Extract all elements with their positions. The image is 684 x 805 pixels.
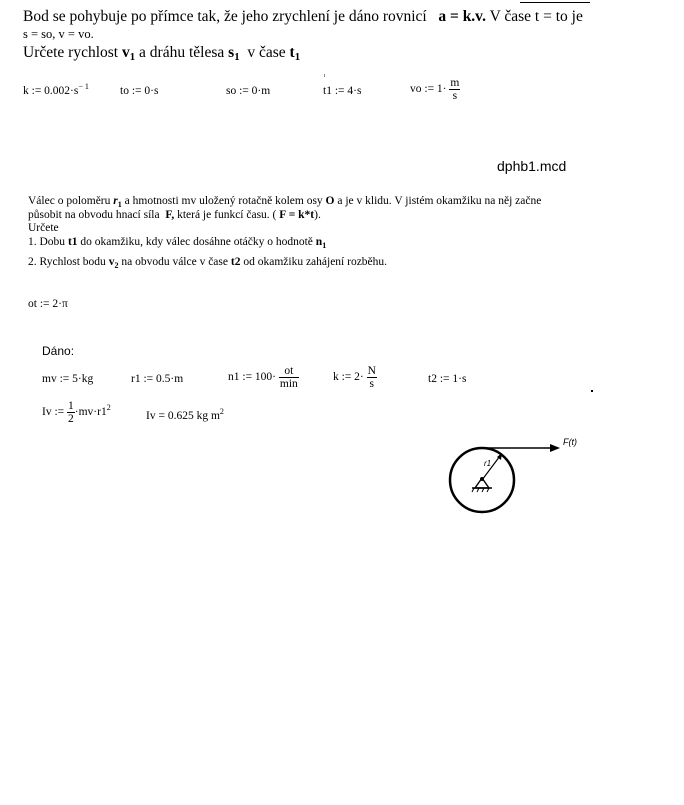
problem1-line1: Bod se pohybuje po přímce tak, že jeho zrychlení je dáno rovnicí a = k.v. V čase t = to je [23,8,583,25]
stray-mark [324,74,325,77]
problem1-vo-def: vo := 1· $\frac{m}{s}$ [410,77,460,103]
problem1-task: Určete rychlost $v_1$ a dráhu tělesa $s_1$ v čase $t_1$ [23,44,301,63]
problem2-ot-def: ot := 2·π [28,298,68,310]
problem2-determine: Určete [28,222,59,234]
problem2-t2-def: t2 := 1·s [428,373,467,385]
problem2-mv-def: mv := 5·kg [42,373,94,385]
cylinder-diagram [440,430,600,520]
problem1-t1-def: t1 := 4·s [323,85,362,97]
problem1-to-def: to := 0·s [120,85,159,97]
problem2-intro-line1: Válec o poloměru $r_1$ a hmotnosti mv uložený rotačně kolem osy O a je v klidu. V jistém okamžiku na něj začne [28,195,542,209]
pivot-point [480,477,484,481]
problem2-n1-def: n1 := 100· $\frac{ot}{\min}$ [228,365,298,391]
problem2-iv-result: Iv = 0.625 kg $m^2$ [146,407,224,422]
radius-label: r1 [484,459,492,468]
problem1-equation: a = k.v. [438,8,486,25]
file-label: dphb1.mcd [497,158,567,174]
problem2-dano-label: Dáno: [42,344,75,358]
problem2-iv-def: Iv := $\frac{1}{2}$ $\cdot mv\cdot r1^2$ [42,400,111,426]
force-label: F(t) [563,437,577,447]
problem2-r1-def: r1 := 0.5·m [131,373,184,385]
problem2-intro-line2: působit na obvodu hnací síla F, která je funkcí času. ( F = k*t). [28,209,321,221]
clipped-header-remnant [520,0,590,3]
problem1-k-def: k := $0.002\cdot s^{- 1}$ [23,82,89,97]
problem1-so-def: so := 0·m [226,85,271,97]
problem2-item2: 2. Rychlost bodu $v_2$ na obvodu válce v čase t2 od okamžiku zahájení rozběhu. [28,256,388,270]
problem2-k-def: k := 2· $\frac{N}{s}$ [333,365,376,391]
stray-mark [591,390,593,392]
problem1-line2: s = so, v = vo. [23,27,94,41]
force-arrowhead [550,444,560,452]
problem2-item1: 1. Dobu t1 do okamžiku, kdy válec dosáhne otáčky o hodnotě $n_1$ [28,236,327,250]
